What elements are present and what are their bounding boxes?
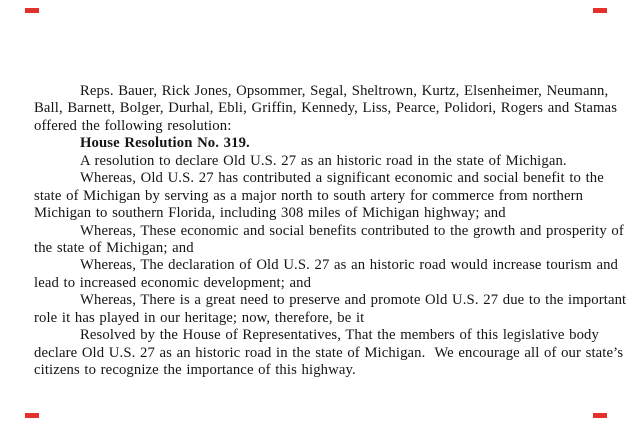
text-line: A resolution to declare Old U.S. 27 as an historic road in the state of Michigan. [80, 152, 567, 169]
text-line: Whereas, There is a great need to preserve and promote Old U.S. 27 due to the important [80, 292, 627, 309]
text-line: Whereas, The declaration of Old U.S. 27 as an historic road would increase tourism and [80, 257, 619, 274]
text-line: Resolved by the House of Representatives, That the members of this legislative body [80, 327, 599, 344]
text-line: Whereas, These economic and social benefits contributed to the growth and prosperity of [80, 222, 624, 239]
text-line: the state of Michigan; and [34, 239, 194, 256]
text-line: Ball, Barnett, Bolger, Durhal, Ebli, Griffin, Kennedy, Liss, Pearce, Polidori, Rogers and Stamas [34, 100, 618, 117]
text-line: offered the following resolution: [34, 117, 232, 134]
text-line: declare Old U.S. 27 as an historic road in the state of Michigan. We encourage all of our state’s [34, 344, 624, 361]
text-line: lead to increased economic development; and [34, 274, 312, 291]
text-line: citizens to recognize the importance of this highway. [34, 362, 356, 378]
text-line: state of Michigan by serving as a major north to south artery for commerce from northern [34, 187, 584, 204]
text-line: Reps. Bauer, Rick Jones, Opsommer, Segal, Sheltrown, Kurtz, Elsenheimer, Neumann, [80, 83, 609, 99]
text-line: Michigan to southern Florida, including 308 miles of Michigan highway; and [34, 205, 506, 222]
text-line: Whereas, Old U.S. 27 has contributed a significant economic and social benefit to the [80, 170, 604, 187]
resolution-title: House Resolution No. 319. [80, 135, 250, 152]
text-line: role it has played in our heritage; now, therefore, be it [34, 309, 365, 326]
